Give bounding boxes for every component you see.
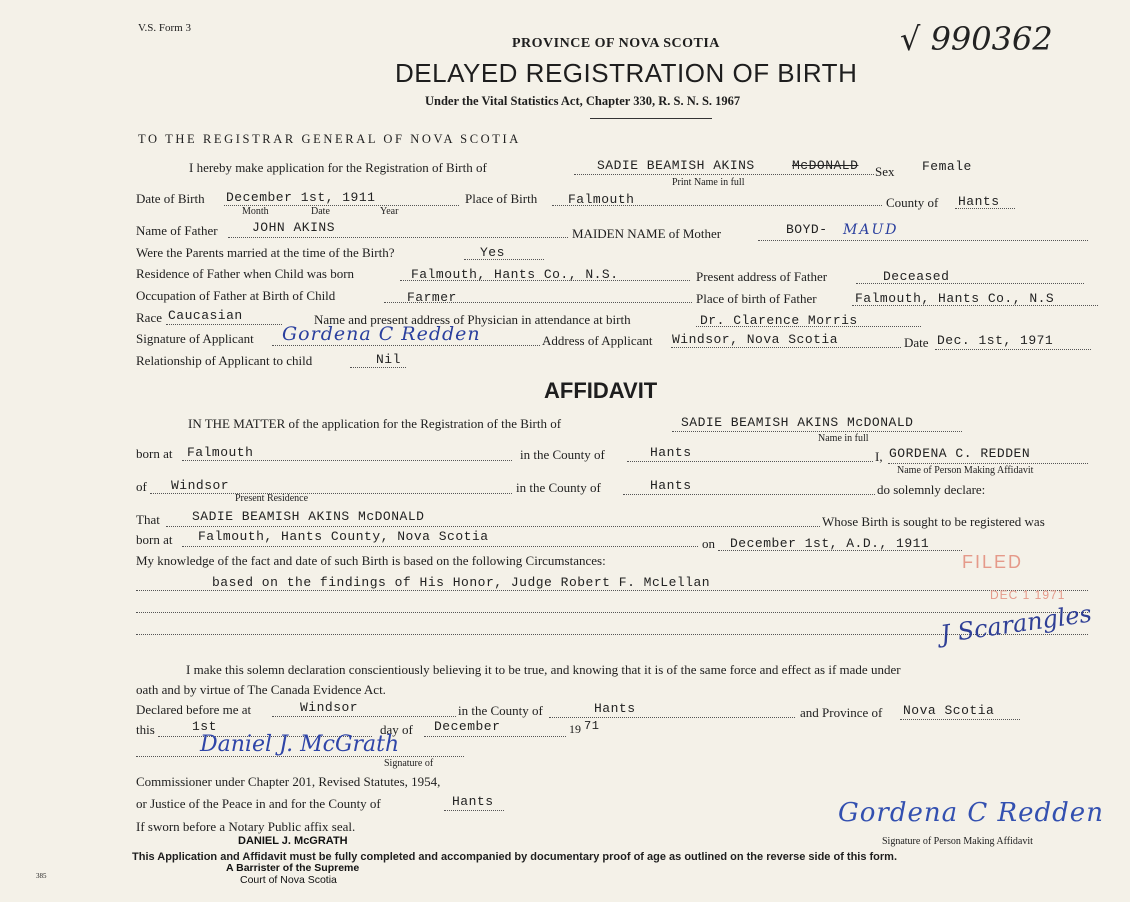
sex-label: Sex: [875, 164, 895, 179]
filed-stamp: FILED: [962, 552, 1024, 572]
commissioner-signature: Daniel J. McGrath: [200, 732, 400, 757]
aff-county-value: Hants: [650, 445, 692, 460]
notary-stamp-line2: A Barrister of the Supreme: [226, 862, 360, 874]
registrar-heading: TO THE REGISTRAR GENERAL OF NOVA SCOTIA: [138, 132, 521, 146]
father-birthplace-value: Falmouth, Hants Co., N.S: [855, 291, 1055, 306]
affiant-signature: Gordena C Redden: [838, 798, 1104, 828]
circumstances-line-2: [136, 612, 1088, 613]
page-title: DELAYED REGISTRATION OF BIRTH: [395, 58, 858, 88]
province-title: PROVINCE OF NOVA SCOTIA: [512, 36, 720, 51]
of-label: of: [136, 479, 147, 494]
father-value: JOHN AKINS: [252, 220, 336, 235]
physician-value: Dr. Clarence Morris: [700, 313, 858, 328]
mother-label: MAIDEN NAME of Mother: [572, 226, 722, 241]
circumstances-line-1: [136, 590, 1088, 591]
mother-line: [758, 240, 1088, 241]
i-label: I,: [875, 449, 883, 464]
registration-number: √ 990362: [900, 20, 1053, 58]
father-birthplace-label: Place of birth of Father: [696, 291, 817, 306]
knowledge-text: My knowledge of the fact and date of such Birth is based on the following Circumstances:: [136, 553, 606, 568]
occupation-label: Occupation of Father at Birth of Child: [136, 288, 336, 303]
date-hint: Date: [311, 206, 330, 217]
footer-notice: This Application and Affidavit must be fully completed and accompanied by documentary proof of age as outlined on the reverse side of this form.: [132, 851, 898, 863]
race-label: Race: [136, 310, 162, 325]
residence-hint: Present Residence: [235, 493, 309, 504]
aff-county-line: [627, 461, 873, 462]
county-value: Hants: [958, 194, 1000, 209]
date-value: Dec. 1st, 1971: [937, 333, 1054, 348]
born-at2-value: Falmouth, Hants County, Nova Scotia: [198, 529, 489, 544]
county3-line: [549, 717, 795, 718]
residence-aff-line: [150, 493, 512, 494]
born-at-label: born at: [136, 446, 173, 461]
race-line: [166, 324, 282, 325]
occupation-value: Farmer: [407, 290, 457, 305]
born-at-value: Falmouth: [187, 445, 254, 460]
corner-code: 385: [36, 872, 47, 880]
declaration-line-1: I make this solemn declaration conscientiously believing it to be true, and knowing that it is of the same force and effect as if made under: [186, 662, 901, 677]
notary-stamp-name: DANIEL J. McGRATH: [238, 835, 348, 847]
applicant-signature: Gordena C Redden: [282, 323, 481, 345]
relationship-line: [350, 367, 406, 368]
matter-name-line: [672, 431, 962, 432]
father-label: Name of Father: [136, 223, 218, 238]
month-line: [424, 736, 566, 737]
applicant-signature-label: Signature of Applicant: [136, 331, 254, 346]
affiant-hint: Name of Person Making Affidavit: [897, 465, 1034, 476]
that-label: That: [136, 512, 160, 527]
aff-county2-line: [623, 494, 875, 495]
justice-county-line: [444, 810, 504, 811]
on-label: on: [702, 536, 715, 551]
born-at-line: [182, 460, 512, 461]
declared-at-value: Windsor: [300, 700, 359, 715]
notary-text: If sworn before a Notary Public affix seal.: [136, 819, 356, 834]
whose-birth-text: Whose Birth is sought to be registered was: [822, 514, 1045, 529]
place-label: Place of Birth: [465, 191, 538, 206]
applicant-address-value: Windsor, Nova Scotia: [672, 332, 839, 347]
child-name-line: [574, 174, 874, 175]
aff-county2-label: in the County of: [516, 480, 601, 495]
registrar-signature: J Scarangles: [938, 599, 1094, 649]
mother-handwritten: MAUD: [843, 222, 899, 238]
date-line: [935, 349, 1091, 350]
notary-stamp-line3: Court of Nova Scotia: [240, 874, 337, 886]
signature-of-hint: Signature of: [384, 758, 434, 769]
born-at2-label: born at: [136, 532, 173, 547]
day-value: 1st: [192, 719, 217, 734]
present-address-label: Present address of Father: [696, 269, 828, 284]
month-hint: Month: [242, 206, 269, 217]
title-underline: [590, 118, 712, 119]
declared-at-line: [272, 716, 456, 717]
residence-value: Falmouth, Hants Co., N.S.: [411, 267, 619, 282]
declare-text: do solemnly declare:: [877, 482, 986, 497]
dob-value: December 1st, 1911: [226, 190, 376, 205]
justice-text: or Justice of the Peace in and for the County of: [136, 796, 381, 811]
that-line: [166, 526, 820, 527]
name-in-full-hint: Name in full: [818, 433, 869, 444]
child-surname-struck: McDONALD: [792, 158, 859, 173]
married-label: Were the Parents married at the time of the Birth?: [136, 245, 395, 260]
act-subtitle: Under the Vital Statistics Act, Chapter 330, R. S. N. S. 1967: [425, 94, 741, 108]
present-address-value: Deceased: [883, 269, 950, 284]
affiant-signature-hint: Signature of Person Making Affidavit: [882, 836, 1033, 847]
physician-label: Name and present address of Physician in attendance at birth: [314, 312, 631, 327]
county-label: County of: [886, 195, 939, 210]
this-label: this: [136, 722, 155, 737]
father-line: [228, 237, 568, 238]
print-name-hint: Print Name in full: [672, 177, 745, 188]
applicant-signature-line: [272, 345, 540, 346]
residence-label: Residence of Father when Child was born: [136, 266, 355, 281]
filed-date-stamp: DEC 1 1971: [990, 588, 1066, 602]
applicant-address-label: Address of Applicant: [542, 333, 653, 348]
application-intro: I hereby make application for the Registration of Birth of: [189, 160, 487, 175]
place-value: Falmouth: [568, 192, 635, 207]
province-value: Nova Scotia: [903, 703, 995, 718]
relationship-label: Relationship of Applicant to child: [136, 353, 313, 368]
that-name: SADIE BEAMISH AKINS McDONALD: [192, 509, 425, 524]
affiant-name-line: [888, 463, 1088, 464]
county3-label: in the County of: [458, 703, 543, 718]
declared-label: Declared before me at: [136, 702, 252, 717]
year-prefix: 19: [569, 722, 581, 736]
year-value: 71: [584, 719, 600, 733]
province-label: and Province of: [800, 705, 883, 720]
sex-value: Female: [922, 159, 972, 174]
justice-county-value: Hants: [452, 794, 494, 809]
matter-text: IN THE MATTER of the application for the Registration of the Birth of: [188, 416, 562, 431]
matter-name: SADIE BEAMISH AKINS McDONALD: [681, 415, 914, 430]
race-value: Caucasian: [168, 308, 243, 323]
child-name: SADIE BEAMISH AKINS: [597, 158, 755, 173]
aff-county2-value: Hants: [650, 478, 692, 493]
affidavit-heading: AFFIDAVIT: [544, 378, 658, 403]
circumstances-value: based on the findings of His Honor, Judge Robert F. McLellan: [212, 575, 711, 590]
on-date-value: December 1st, A.D., 1911: [730, 536, 930, 551]
declaration-line-2: oath and by virtue of The Canada Evidence Act.: [136, 682, 386, 697]
form-number: V.S. Form 3: [138, 22, 191, 34]
month-value: December: [434, 719, 501, 734]
day-of-label: day of: [380, 722, 413, 737]
commissioner-text: Commissioner under Chapter 201, Revised Statutes, 1954,: [136, 774, 441, 789]
year-hint: Year: [380, 206, 399, 217]
applicant-address-line: [671, 347, 901, 348]
date-label: Date: [904, 335, 929, 350]
born-at2-line: [182, 546, 698, 547]
dob-label: Date of Birth: [136, 191, 205, 206]
mother-typed: BOYD-: [786, 222, 828, 237]
county3-value: Hants: [594, 701, 636, 716]
aff-county-label: in the County of: [520, 447, 605, 462]
married-value: Yes: [480, 245, 505, 260]
aff-residence-value: Windsor: [171, 478, 230, 493]
province-line: [900, 719, 1020, 720]
affiant-name: GORDENA C. REDDEN: [889, 446, 1031, 461]
relationship-value: Nil: [376, 352, 401, 367]
